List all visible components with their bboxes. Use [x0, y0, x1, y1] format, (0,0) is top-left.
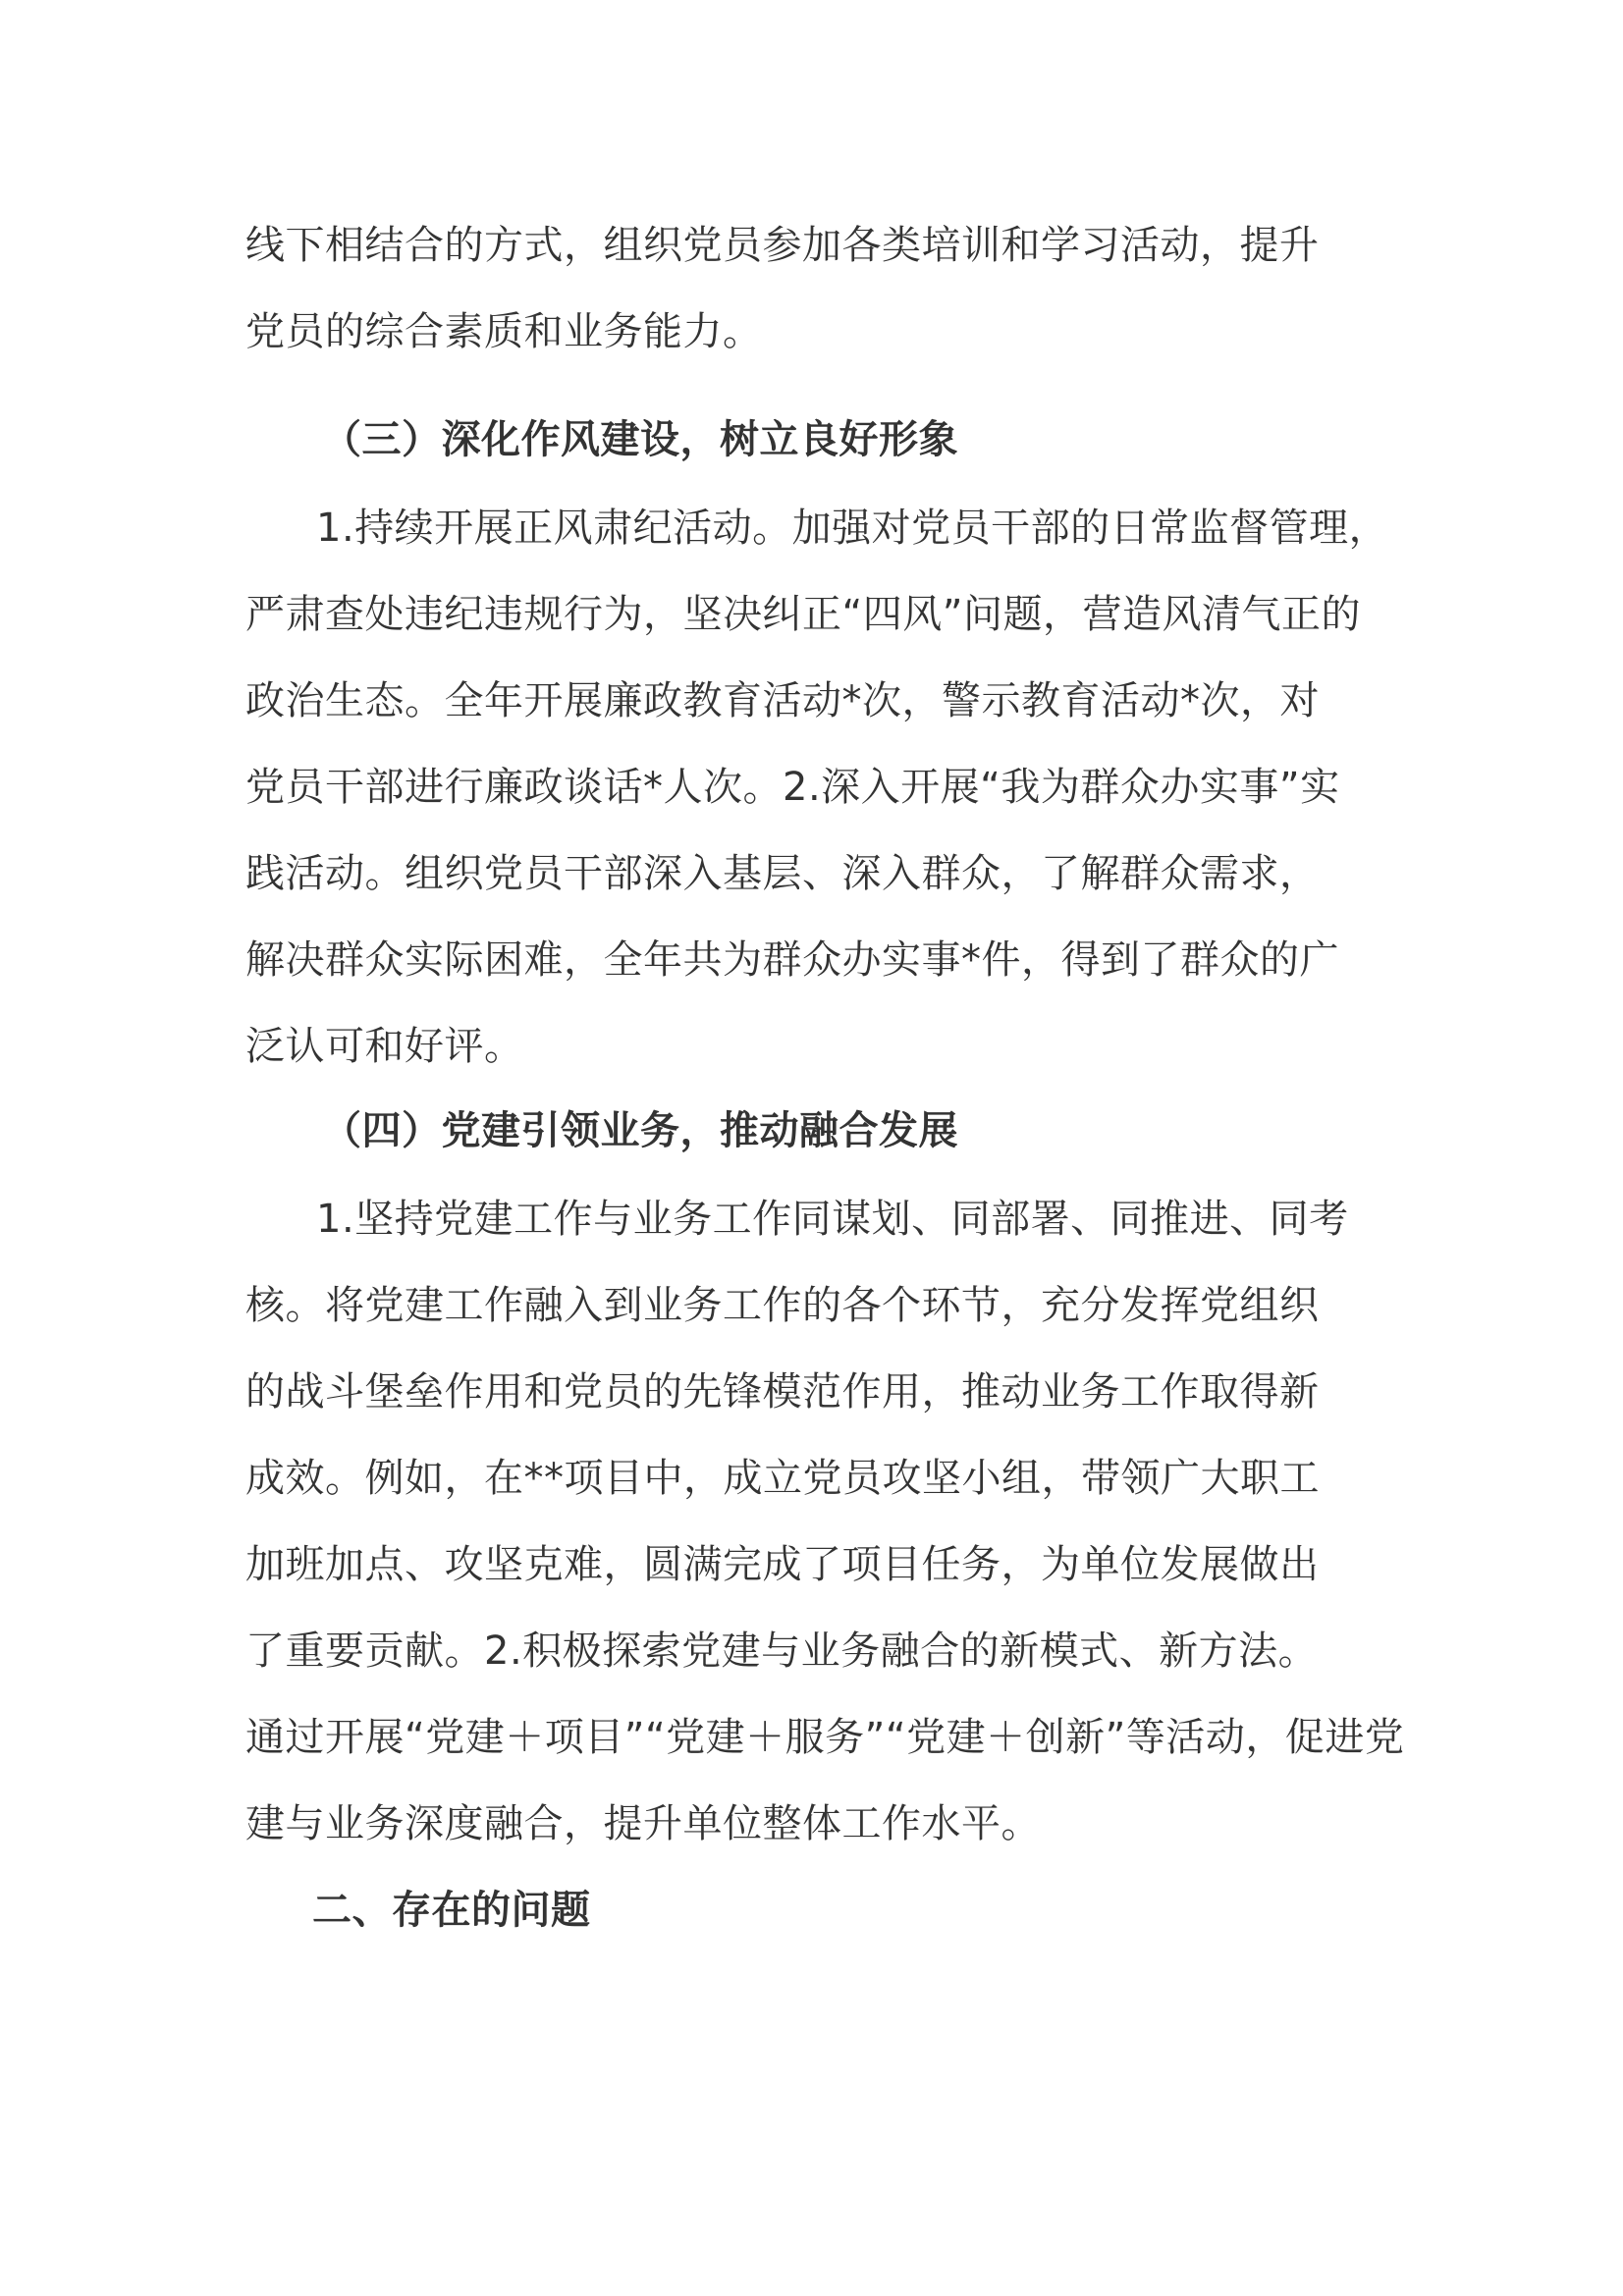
chapter-heading-2: 二、存在的问题 [312, 1888, 591, 1933]
body-line: 核。将党建工作融入到业务工作的各个环节，充分发挥党组织 [245, 1283, 1320, 1328]
body-line: 建与业务深度融合，提升单位整体工作水平。 [245, 1801, 1041, 1846]
section-heading-3: （三）深化作风建设，树立良好形象 [322, 417, 958, 462]
section-heading-4: （四）党建引领业务，推动融合发展 [322, 1108, 958, 1153]
body-line: 通过开展“党建＋项目”“党建＋服务”“党建＋创新”等活动，促进党 [245, 1715, 1405, 1760]
body-line: 党员的综合素质和业务能力。 [245, 309, 763, 354]
body-line: 了重要贡献。2.积极探索党建与业务融合的新模式、新方法。 [245, 1629, 1319, 1674]
body-line: 线下相结合的方式，组织党员参加各类培训和学习活动，提升 [245, 223, 1320, 268]
body-line: 严肃查处违纪违规行为，坚决纠正“四风”问题，营造风清气正的 [245, 592, 1361, 637]
body-line: 政治生态。全年开展廉政教育活动*次，警示教育活动*次，对 [245, 678, 1320, 723]
body-line: 成效。例如，在**项目中，成立党员攻坚小组，带领广大职工 [245, 1456, 1320, 1501]
body-line: 1.持续开展正风肃纪活动。加强对党员干部的日常监督管理， [316, 506, 1389, 551]
body-line: 践活动。组织党员干部深入基层、深入群众，了解群众需求， [245, 851, 1320, 896]
body-line: 解决群众实际困难，全年共为群众办实事*件，得到了群众的广 [245, 937, 1339, 983]
body-line: 1.坚持党建工作与业务工作同谋划、同部署、同推进、同考 [316, 1197, 1349, 1242]
body-line: 党员干部进行廉政谈话*人次。2.深入开展“我为群众办实事”实 [245, 765, 1340, 810]
body-line: 加班加点、攻坚克难，圆满完成了项目任务，为单位发展做出 [245, 1542, 1320, 1587]
body-line: 泛认可和好评。 [245, 1024, 524, 1069]
body-line: 的战斗堡垒作用和党员的先锋模范作用，推动业务工作取得新 [245, 1369, 1320, 1415]
